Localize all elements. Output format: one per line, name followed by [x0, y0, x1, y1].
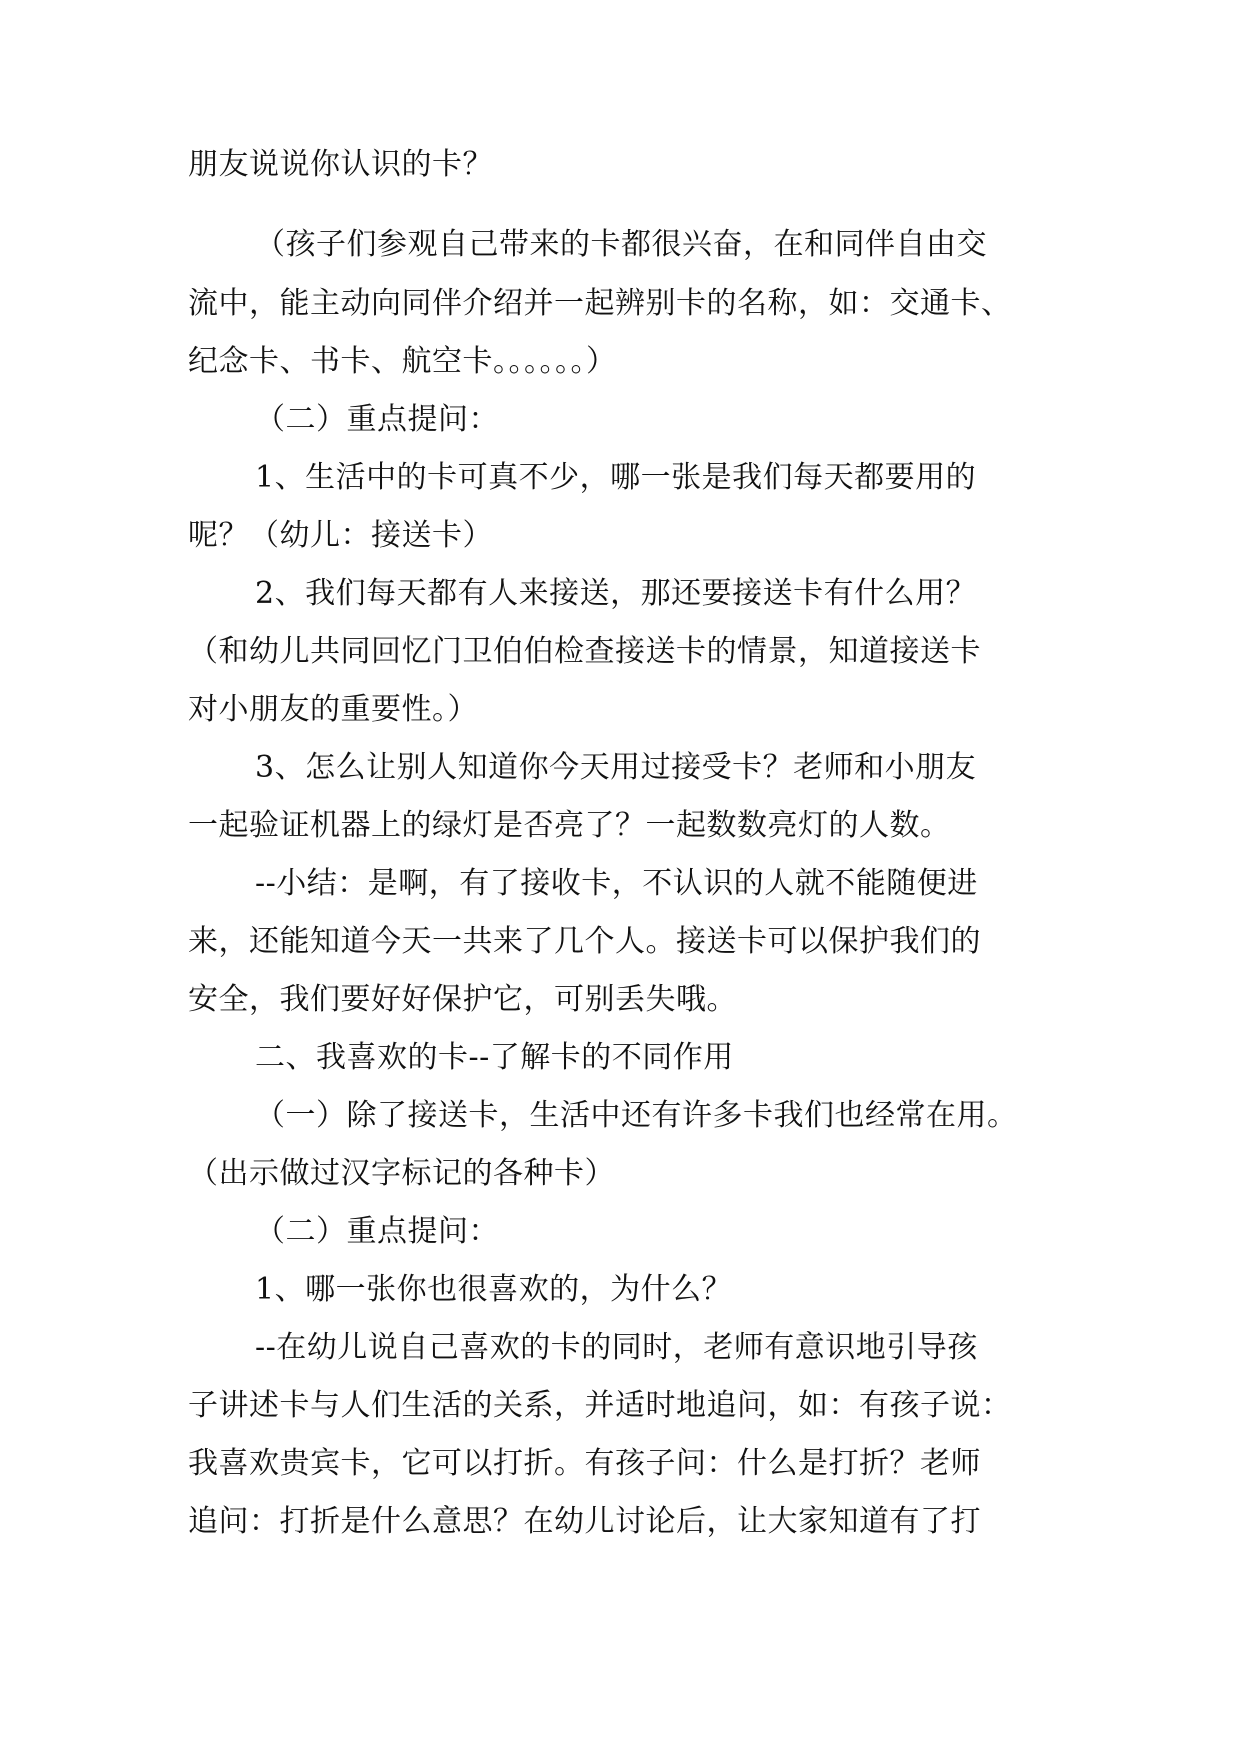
text-line: 子讲述卡与人们生活的关系，并适时地追问，如：有孩子说：	[188, 1388, 1012, 1423]
text-line: 一起验证机器上的绿灯是否亮了？一起数数亮灯的人数。	[188, 808, 951, 843]
text-line: 呢？（幼儿：接送卡）	[188, 518, 493, 553]
text-line: 1、生活中的卡可真不少，哪一张是我们每天都要用的	[255, 460, 977, 495]
text-line: 安全，我们要好好保护它，可别丢失哦。	[188, 982, 737, 1017]
text-line: 我喜欢贵宾卡，它可以打折。有孩子问：什么是打折？老师	[188, 1446, 981, 1481]
text-line: （一）除了接送卡，生活中还有许多卡我们也经常在用。	[255, 1098, 1018, 1133]
text-line: 朋友说说你认识的卡？	[188, 147, 493, 182]
section-subheading: （二）重点提问：	[255, 402, 499, 437]
section-subheading: （二）重点提问：	[255, 1214, 499, 1249]
text-line: --在幼儿说自己喜欢的卡的同时，老师有意识地引导孩	[255, 1330, 978, 1365]
text-line: （和幼儿共同回忆门卫伯伯检查接送卡的情景，知道接送卡	[188, 634, 981, 669]
section-heading: 二、我喜欢的卡--了解卡的不同作用	[255, 1040, 734, 1075]
text-line: --小结：是啊，有了接收卡，不认识的人就不能随便进	[255, 866, 978, 901]
text-line: 纪念卡、书卡、航空卡。。。。。。）	[188, 344, 617, 379]
text-line: 来，还能知道今天一共来了几个人。接送卡可以保护我们的	[188, 924, 981, 959]
text-line: 追问：打折是什么意思？在幼儿讨论后，让大家知道有了打	[188, 1504, 981, 1539]
text-line: （孩子们参观自己带来的卡都很兴奋，在和同伴自由交	[255, 227, 987, 262]
text-line: 3、怎么让别人知道你今天用过接受卡？老师和小朋友	[255, 750, 977, 785]
text-line: 2、我们每天都有人来接送，那还要接送卡有什么用？	[255, 576, 977, 611]
text-line: （出示做过汉字标记的各种卡）	[188, 1156, 615, 1191]
text-line: 对小朋友的重要性。）	[188, 692, 478, 727]
text-line: 流中，能主动向同伴介绍并一起辨别卡的名称，如：交通卡、	[188, 286, 1012, 321]
text-line: 1、哪一张你也很喜欢的，为什么？	[255, 1272, 733, 1307]
